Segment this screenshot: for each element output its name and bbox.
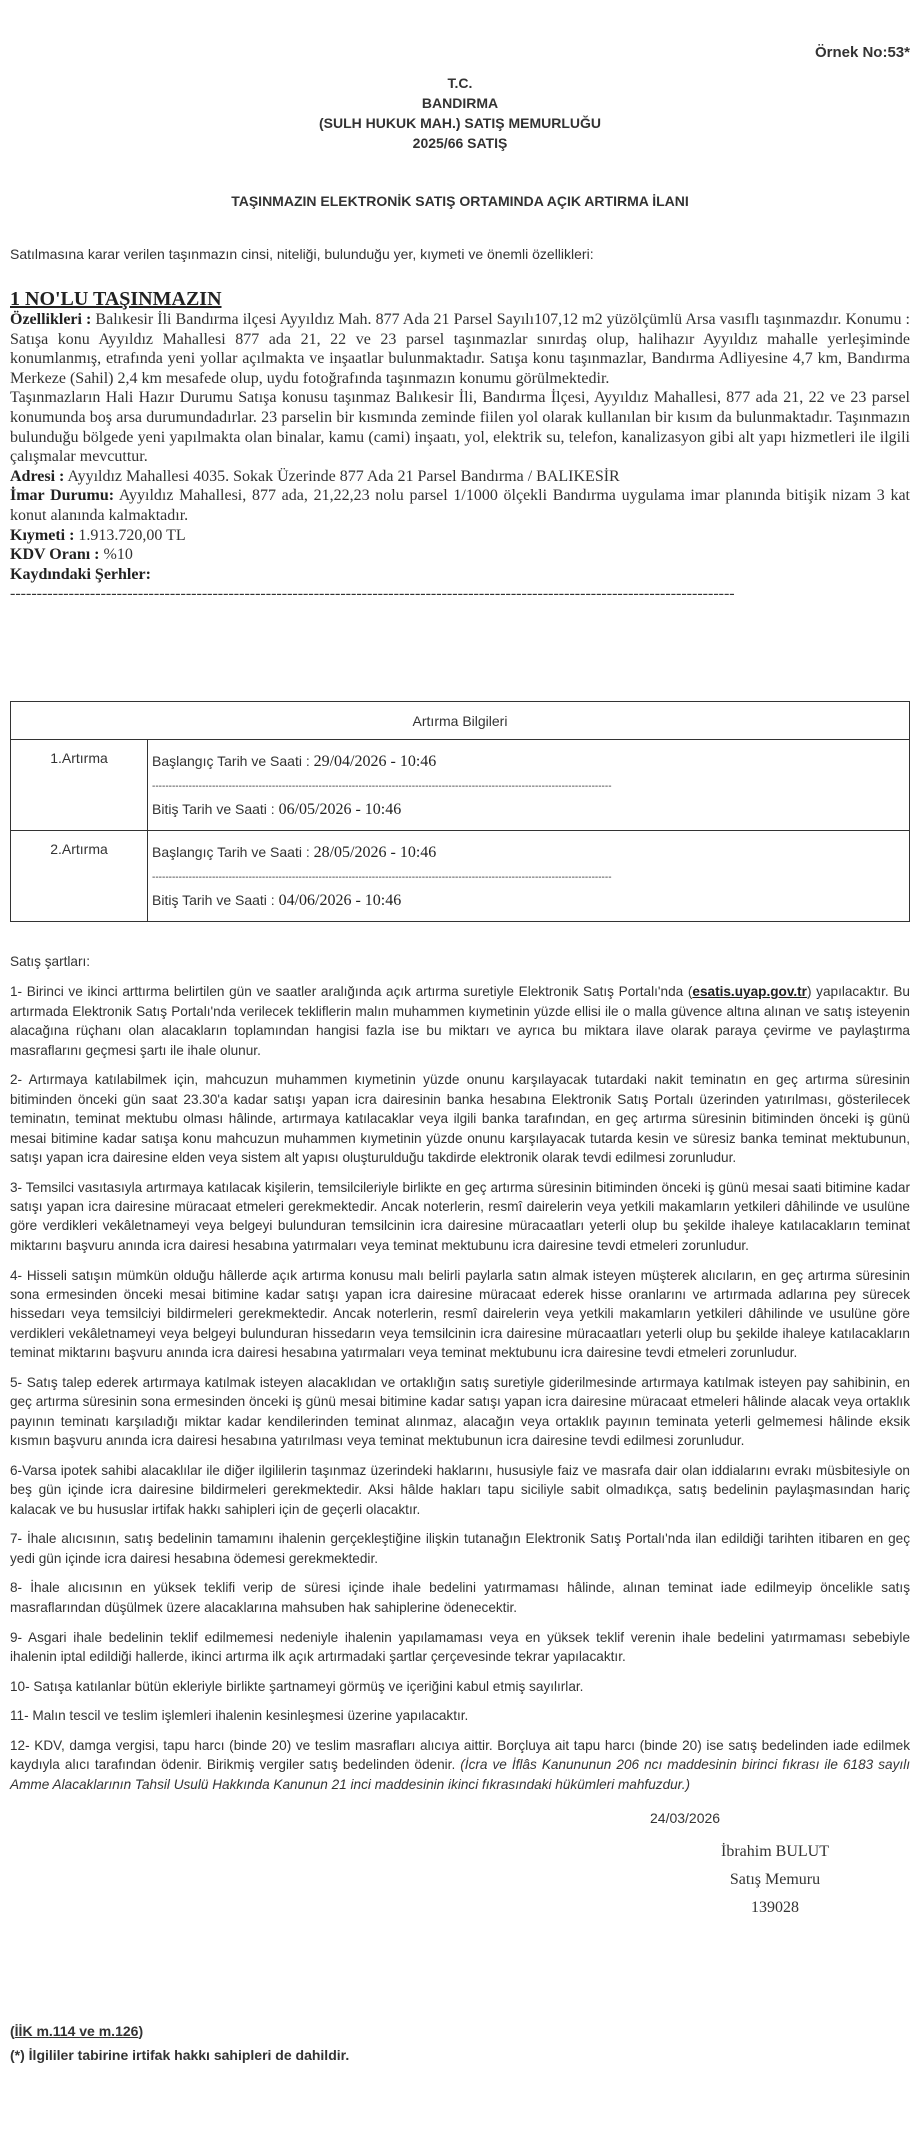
header-line-file: 2025/66 SATIŞ [412,135,508,151]
end-value: 04/06/2026 - 10:46 [278,892,402,909]
vat-label: KDV Oranı : [10,546,100,564]
footnote: (*) İlgililer tabirine irtifak hakkı sahipleri de dahildir. [10,2047,350,2063]
end-value: 06/05/2026 - 10:46 [278,801,402,818]
round-dates [148,740,910,831]
value-label: Kıymeti : [10,526,75,544]
ref-close: ) [138,2023,144,2039]
term-11: 11- Malın tescil ve teslim işlemleri ihalenin kesinleşmesi üzerine yapılacaktır. [10,1708,469,1724]
header-line-city: BANDIRMA [421,95,499,111]
footer-notes [10,2019,349,2067]
round-name: 2.Artırma [11,831,148,922]
term-1-text-end: ) yapılacaktır. Bu artırmada Elektronik Satış Portalı'nda verilecek tekliflerin malın muhammen kıymetinin yüzde ellisi ile o malla güvence altına alınan ve satış isteyenin alacağına rüçhanı olan alacakların toplamından hangisi fazla ise bu miktarı ve ayrıca bu miktara ilave olarak paraya çevirme ve paylaştırma masraflarını geçmesi şartı ile ihale olunur. [10,984,910,1058]
features-label: Özellikleri : [10,311,92,328]
round-name: 1.Artırma [11,740,148,831]
ref-open: ( [10,2023,15,2039]
lot-value [10,526,910,546]
term-1 [10,982,910,1060]
lot-title: 1 NO'LU TAŞINMAZIN [10,288,222,310]
term-12-text: 12- KDV, damga vergisi, tapu harcı (binde 20) ve teslim masrafları alıcıya aittir. Borçluya ait tapu harcı (binde 20) ise satış bedelinden iade edilmek kaydıyla alıcı tarafından ödenir. Birikmiş vergiler satış bedelinden ödenir. [10,1738,910,1773]
sample-number: Örnek No:53* [814,44,910,61]
term-7: 7- İhale alıcısının, satış bedelinin tamamını ihalenin gerçekleştiğine ilişkin tutanağın Elektronik Satış Portalı'nda ilan edildiği tarihten itibaren en geç yedi gün içinde icra dairesi hesabına ödemesi gerekmektedir. [10,1531,910,1566]
header-line-office: (SULH HUKUK MAH.) SATIŞ MEMURLUĞU [318,115,602,131]
intro-text: Satılmasına karar verilen taşınmazın cinsi, niteliği, bulunduğu yer, kıymeti ve önemli özellikleri: [10,246,594,262]
lot-divider: ---------------------------------------------------------------------------------------------------------------------------------------- [10,585,735,603]
lot-condition: Taşınmazların Hali Hazır Durumu Satışa konusu taşınmaz Balıkesir İli, Bandırma İlçesi, Ayyıldız Mahallesi, 877 ada 21, 22 ve 23 parsel konumunda boş arsa durumundadırlar. 23 parselin bir kısmında zeminde fiilen yol olarak kullanılan bir kısım da bulunmaktadır. Taşınmazın bulunduğu bölgede yeni yapılmakta olan binalar, kamu (cami) inşaatı, yol, elektrik su, telefon, kanalizasyon gibi alt yapı hizmetleri ile ilgili çalışmalar mevcuttur. [10,389,910,466]
round-separator: ------------------------------------------------------------------------------------------------------------------------------------------ [152,872,612,883]
auction-table-header: Artırma Bilgileri [11,702,910,740]
term-3: 3- Temsilci vasıtasıyla artırmaya katılacak kişilerin, temsilcileriyle birlikte en geç artırma süresinin bitiminden önceki iş günü mesai saati bitimine kadar satışı yapan icra dairesine müracaat etmeleri gerekmektedir. Ancak noterlerin, resmî dairelerin veya yetkili makamların yetkileri dâhilinde ve usulüne göre verdikleri vekâletnameyi veya belgeyi bulunduran temsilcinin icra dairesine müracaatları yeterli olup bu şekilde ihaleye katılacakların teminat miktarını başvuru anında icra dairesi hesabına yatırmaları veya teminat mektubunu icra dairesine tevdi etmeleri zorunludur. [10,1179,910,1253]
round-end [152,798,909,820]
term-12 [10,1736,910,1794]
round-start [152,841,909,863]
lot-address [10,467,910,487]
address-label: Adresi : [10,467,65,485]
auction-row [11,831,910,922]
term-1-text: 1- Birinci ve ikinci arttırma belirtilen gün ve saatler aralığında açık artırma suretiyle Elektronik Satış Portalı'nda ( [10,984,693,1000]
term-8: 8- İhale alıcısının en yüksek teklifi verip de süresi içinde ihale bedelini yatırmaması hâlinde, alınan teminat iade edilmeyip öncelikle satış masraflarından düşülmek üzere alacaklarına mahsuben hak sahiplerine ödenecektir. [10,1580,910,1615]
zoning-text: Ayyıldız Mahallesi, 877 ada, 21,22,23 nolu parsel 1/1000 ölçekli Bandırma uygulama imar planında bitişik nizam 3 kat konut alanında kalmaktadır. [10,487,910,524]
start-label: Başlangıç Tarih ve Saati : [152,844,310,860]
legal-reference-text: İİK m.114 ve m.126 [14,2023,139,2039]
lot-features [10,310,910,388]
legal-reference [10,2019,349,2043]
vat-text: %10 [99,546,133,564]
auction-row [11,740,910,831]
zoning-label: İmar Durumu: [10,487,115,505]
signatory [680,1838,870,1922]
start-label: Başlangıç Tarih ve Saati : [152,753,310,769]
round-start [152,750,909,772]
term-2: 2- Artırmaya katılabilmek için, mahcuzun muhammen kıymetinin yüzde onunu karşılayacak tutardaki nakit teminatın en geç artırma süresinin bitiminden önceki gün saat 23.30'a kadar satışı yapan icra dairesinin banka hesabına Elektronik Satış Portalı üzerinden yatırılması, gösterilecek teminatın, teminat mektubu olması hâlinde, artırmaya katılacaklar veya ilgili banka tarafından, en geç artırma süresinin bitiminden önceki iş günü mesai bitimine kadar satışa konu mahcuzun muhammen kıymetinin yüzde onunu karşılayacak tutarda kesin ve süresiz banka teminat mektubunun, satışı yapan icra dairesine elden veya sistem alt yapısı oluşturulduğu takdirde elektronik olarak tevdi edilmesi zorunludur. [10,1072,910,1165]
term-5: 5- Satış talep ederek artırmaya katılmak isteyen alacaklıdan ve ortaklığın satış suretiyle giderilmesinde artırmaya katılmak isteyen pay sahibinin, en geç artırma süresinin sona ermesinden önceki iş günü mesai bitimine kadar satışı yapan icra dairesine müracaat etmeleri hâlinde alacak veya ortaklık payının teminatı karşıladığı miktar kadar kendilerinden teminat alınmaz, alacağın veya ortaklık payının teminata yeterli gelmemesi hâlinde eksik kısmın başvuru anında icra dairesi hesabına yatırılması veya teminat mektubunun icra dairesine tevdi edilmesi zorunludur. [10,1374,910,1449]
term-6: 6-Varsa ipotek sahibi alacaklılar ile diğer ilgililerin taşınmaz üzerindeki haklarını, hususiyle faiz ve masrafa dair olan iddialarını evrakı müsbitesiyle on beş gün içinde icra dairesine bildirmeleri gerekmektedir. Aksi hâlde hakları tapu siciliyle sabit olmadıkça, satış bedelinin paylaşmasından hariç kalacak ve bu hususlar irtifak hakkı sahipleri için de geçerli olacaktır. [10,1462,910,1517]
esatis-link[interactable]: esatis.uyap.gov.tr [692,984,807,1000]
end-label: Bitiş Tarih ve Saati : [152,801,275,817]
auction-table [10,701,910,922]
address-text: Ayyıldız Mahallesi 4035. Sokak Üzerinde 877 Ada 21 Parsel Bandırma / BALIKESİR [64,467,620,485]
signature-date: 24/03/2026 [650,1810,721,1826]
signatory-title: Satış Memuru [729,1871,821,1888]
start-value: 28/05/2026 - 10:46 [313,844,437,861]
sale-terms [10,952,910,1805]
document-header [0,73,920,153]
terms-heading: Satış şartları: [10,954,91,969]
features-text: Balıkesir İli Bandırma ilçesi Ayyıldız Mah. 877 Ada 21 Parsel Sayılı107,12 m2 yüzölçümlü Arsa vasıflı taşınmazdır. Konumu : Satışa konu Ayyıldız Mahallesi 877 ada 21, 22 ve 23 parsel taşınmazlar sınırdaş olup, halihazır Ayyıldız mahalle yerleşiminde konumlanmış, etrafında yeni yollar açılmakta ve inşaatlar bulunmaktadır. Satışa konu taşınmazlar, Bandırma Adliyesine 4,7 km, Bandırma Merkeze (Sahil) 2,4 km mesafede olup, uydu fotoğrafında taşınmazın konumu görülmektedir. [10,311,911,387]
round-end [152,889,909,911]
start-value: 29/04/2026 - 10:46 [313,753,437,770]
records-label: Kaydındaki Şerhler: [10,565,151,583]
term-4: 4- Hisseli satışın mümkün olduğu hâllerde açık artırma konusu malı belirli paylarla satın almak isteyen müşterek alıcıların, en geç artırma süresinin sona ermesinden önceki mesai bitimine kadar satışı yapan icra dairesine müracaat ederek hisse oranlarını ve artırmada adlarına pey sürecek hissedarı veya temsilciyi bildirmeleri gerekmektedir. Ancak noterlerin, resmî dairelerin veya yetkili makamların yetkileri dâhilinde ve usulüne göre verdikleri vekâletnameyi veya belgeyi bulunduran hissedarın veya temsilcinin icra dairesine müracaatları yeterli olup bu şekilde ihaleye katılacakların teminat miktarını başvuru anında icra dairesi hesabına yatırmaları veya teminat mektubunu icra dairesine tevdi etmeleri zorunludur. [10,1267,910,1361]
term-9: 9- Asgari ihale bedelinin teklif edilmemesi nedeniyle ihalenin yapılamaması veya en yüksek teklif verenin ihale bedelini yatırmaması sebebiyle ihalenin iptal edildiği hallerde, ikinci artırma ilk açık artırmadaki şartlar çerçevesinde tekrar yapılacaktır. [10,1629,910,1664]
page-title: TAŞINMAZIN ELEKTRONİK SATIŞ ORTAMINDA AÇIK ARTIRMA İLANI [231,193,689,209]
signatory-id: 139028 [751,1899,799,1916]
round-separator: ------------------------------------------------------------------------------------------------------------------------------------------ [152,781,612,792]
end-label: Bitiş Tarih ve Saati : [152,892,275,908]
lot-section [10,288,910,604]
round-dates [148,831,910,922]
lot-vat [10,545,910,565]
term-12-note: (İcra ve İflâs Kanununun 206 ncı maddesinin birinci fıkrası ile 6183 sayılı Amme Alacaklarının Tahsil Usulü Hakkında Kanunun 21 inci maddesinin ikinci fıkrasındaki hükümleri mahfuzdur.) [10,1757,910,1792]
signatory-name: İbrahim BULUT [721,1843,829,1860]
term-10: 10- Satışa katılanlar bütün ekleriyle birlikte şartnameyi görmüş ve içeriğini kabul etmiş sayılırlar. [10,1678,584,1694]
value-text: 1.913.720,00 TL [74,526,186,544]
lot-records [10,565,910,585]
header-line-tc: T.C. [447,75,473,91]
lot-zoning [10,486,910,525]
